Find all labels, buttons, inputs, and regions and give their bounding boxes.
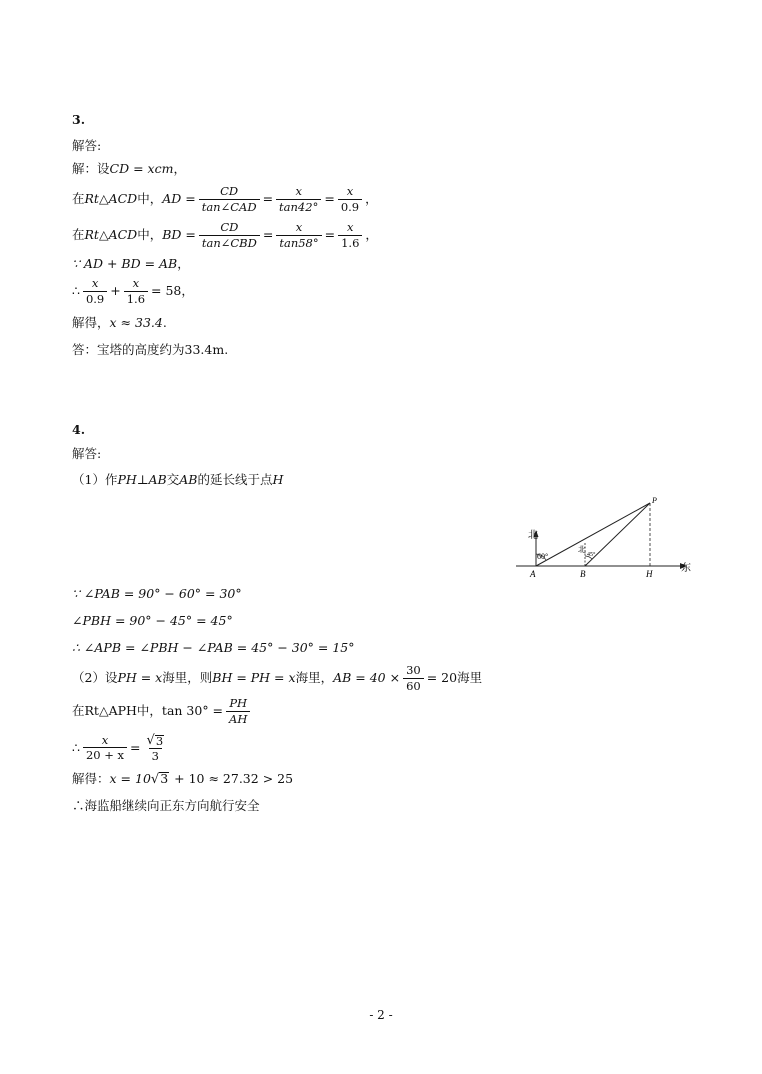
q4-line-8: [72, 800, 260, 813]
q3-line-3: 在 Rt△ACD 中， BD = $\frac{CD}{\text{tan∠CBD}}$ = $\frac{x}{\tan 58^\circ}$ = $\frac{x}{1.6}$ ，: [72, 220, 378, 250]
text: 海里，则: [162, 670, 213, 686]
fraction: [338, 186, 362, 213]
sqrt: √ 3: [146, 733, 164, 748]
frac-den: 0.9: [338, 199, 362, 214]
math: tan 30° =: [161, 703, 224, 719]
text: （1）作: [72, 472, 118, 487]
text: ∴: [72, 283, 80, 299]
q4-number: 4.: [72, 422, 86, 437]
math: AB = 40 ×: [333, 670, 401, 686]
text: ，: [181, 283, 194, 299]
angle-label-a: 60°: [537, 552, 549, 561]
frac-num: x: [295, 184, 302, 198]
q4-line-6: [72, 734, 170, 763]
q4-line-5: [72, 698, 253, 725]
geometry-figure: [514, 494, 694, 580]
q3-number: 3.: [72, 112, 86, 127]
q4-answer-label: 解答:: [72, 446, 102, 461]
math: AB: [179, 472, 198, 487]
text: = 20: [426, 670, 458, 686]
math: ∵ ∠PAB = 90° − 60° = 30°: [72, 586, 242, 601]
text: 在: [72, 703, 85, 719]
frac-den: tan58°: [276, 235, 321, 250]
north-label: 北: [528, 530, 538, 541]
point-a-label: A: [530, 569, 536, 579]
page-number: - 2 -: [369, 1008, 393, 1022]
frac-den: 20 + x: [83, 747, 127, 762]
point-p-label: P: [652, 496, 657, 505]
text: （2）设: [72, 670, 118, 686]
q4-line-7: [72, 772, 293, 786]
q3-line-7: [72, 344, 228, 357]
frac-den: 0.9: [83, 291, 107, 306]
frac-num: [144, 734, 168, 748]
text: ，: [173, 161, 186, 176]
sqrt: √ 3: [150, 771, 169, 787]
q3-answer-label: 解答:: [72, 138, 102, 153]
text: 海里，: [295, 670, 334, 686]
fraction: [276, 186, 321, 213]
text: 解得：: [72, 770, 110, 786]
math: ∴ ∠APB = ∠PBH − ∠PAB = 45° − 30° = 15°: [72, 640, 355, 655]
text: 中，: [137, 191, 163, 207]
frac-num: 30: [406, 663, 421, 677]
math: Rt△ACD: [84, 191, 138, 207]
text: ，: [365, 191, 378, 207]
frac-num: x: [91, 276, 99, 290]
q3-line-1: [72, 163, 186, 176]
text: +: [110, 283, 121, 299]
text: 交: [166, 472, 180, 487]
q4-line-2: [72, 615, 233, 628]
east-label: 东: [681, 563, 691, 574]
math: + 10 ≈ 27.32 > 25: [174, 770, 294, 786]
frac-num: x: [346, 184, 354, 198]
angle-label-b: 45°: [587, 552, 596, 558]
text: 的延长线于点: [197, 472, 273, 487]
text: ∴: [72, 740, 80, 755]
text: 解：设: [72, 161, 110, 176]
math: H: [272, 472, 284, 487]
q4-part-2: [72, 665, 482, 692]
text: = 58: [151, 283, 182, 299]
fraction: [144, 734, 168, 763]
fraction: [124, 278, 148, 305]
q3-line-2: 在 Rt△ACD 中， AD = $\frac{CD}{\text{tan∠CAD}}$ = $\frac{x}{\tan 42^\circ}$ = $\frac{x}{0.9}$ ，: [72, 184, 378, 214]
math: PH = x: [117, 670, 163, 686]
q4-part-1: [72, 474, 283, 487]
frac-den: 60: [403, 678, 424, 693]
fraction: [83, 278, 107, 305]
math: x = 10: [109, 770, 151, 786]
point-b-label: B: [580, 569, 586, 579]
frac-num: CD: [220, 184, 239, 198]
frac-num: PH: [229, 696, 248, 710]
frac-den: tan∠CAD: [199, 199, 260, 214]
math: ∵ AD + BD = AB: [72, 256, 178, 271]
q3-line-6: [72, 317, 167, 330]
frac-num: x: [295, 220, 303, 234]
frac-den: tan∠CBD: [199, 235, 260, 250]
math: Rt△APH: [84, 703, 137, 719]
text: ，: [177, 256, 190, 271]
math: CD = xcm: [109, 161, 174, 176]
fraction: [276, 222, 321, 249]
fraction: [403, 665, 424, 692]
math: x ≈ 33.4: [109, 315, 163, 330]
math: Rt△ACD: [84, 227, 138, 243]
fraction: [338, 222, 362, 249]
text: 在: [72, 227, 85, 243]
fraction: [199, 186, 260, 213]
frac-num: x: [132, 276, 140, 290]
text: 中，: [137, 227, 163, 243]
math: PH⊥AB: [117, 472, 167, 487]
radicand: 3: [155, 733, 164, 748]
text: =: [130, 740, 141, 755]
frac-den: AH: [226, 711, 250, 726]
math: ∠PBH = 90° − 45° = 45°: [72, 613, 233, 628]
math: BH = PH = x: [212, 670, 296, 686]
q3-line-5: [72, 278, 194, 305]
point-h-label: H: [646, 569, 653, 579]
text: ，: [365, 227, 378, 243]
fraction: [199, 222, 260, 249]
text: 海里: [457, 670, 483, 686]
math: 33.4m: [184, 342, 225, 357]
text: 答：宝塔的高度约为: [72, 342, 185, 357]
frac-den: tan42°: [276, 199, 321, 214]
q4-line-3: [72, 642, 355, 655]
north-label-b: 北: [578, 545, 586, 554]
fraction: [226, 698, 250, 725]
math: AD =: [162, 191, 196, 207]
text: .: [224, 342, 229, 357]
frac-den: 1.6: [338, 235, 362, 250]
frac-den: 1.6: [124, 291, 148, 306]
text: 在: [72, 191, 85, 207]
math: BD =: [162, 227, 196, 243]
text: ∴海监船继续向正东方向航行安全: [72, 798, 260, 813]
text: 解得，: [72, 315, 110, 330]
q3-line-4: [72, 258, 190, 271]
frac-num: x: [347, 220, 354, 234]
radicand: 3: [160, 771, 169, 786]
fraction: [83, 732, 127, 763]
q4-line-1: [72, 588, 242, 601]
frac-num: x: [101, 732, 109, 747]
text: 中，: [136, 703, 162, 719]
frac-den: 3: [149, 748, 162, 763]
frac-num: CD: [220, 220, 239, 234]
text: .: [162, 315, 167, 330]
